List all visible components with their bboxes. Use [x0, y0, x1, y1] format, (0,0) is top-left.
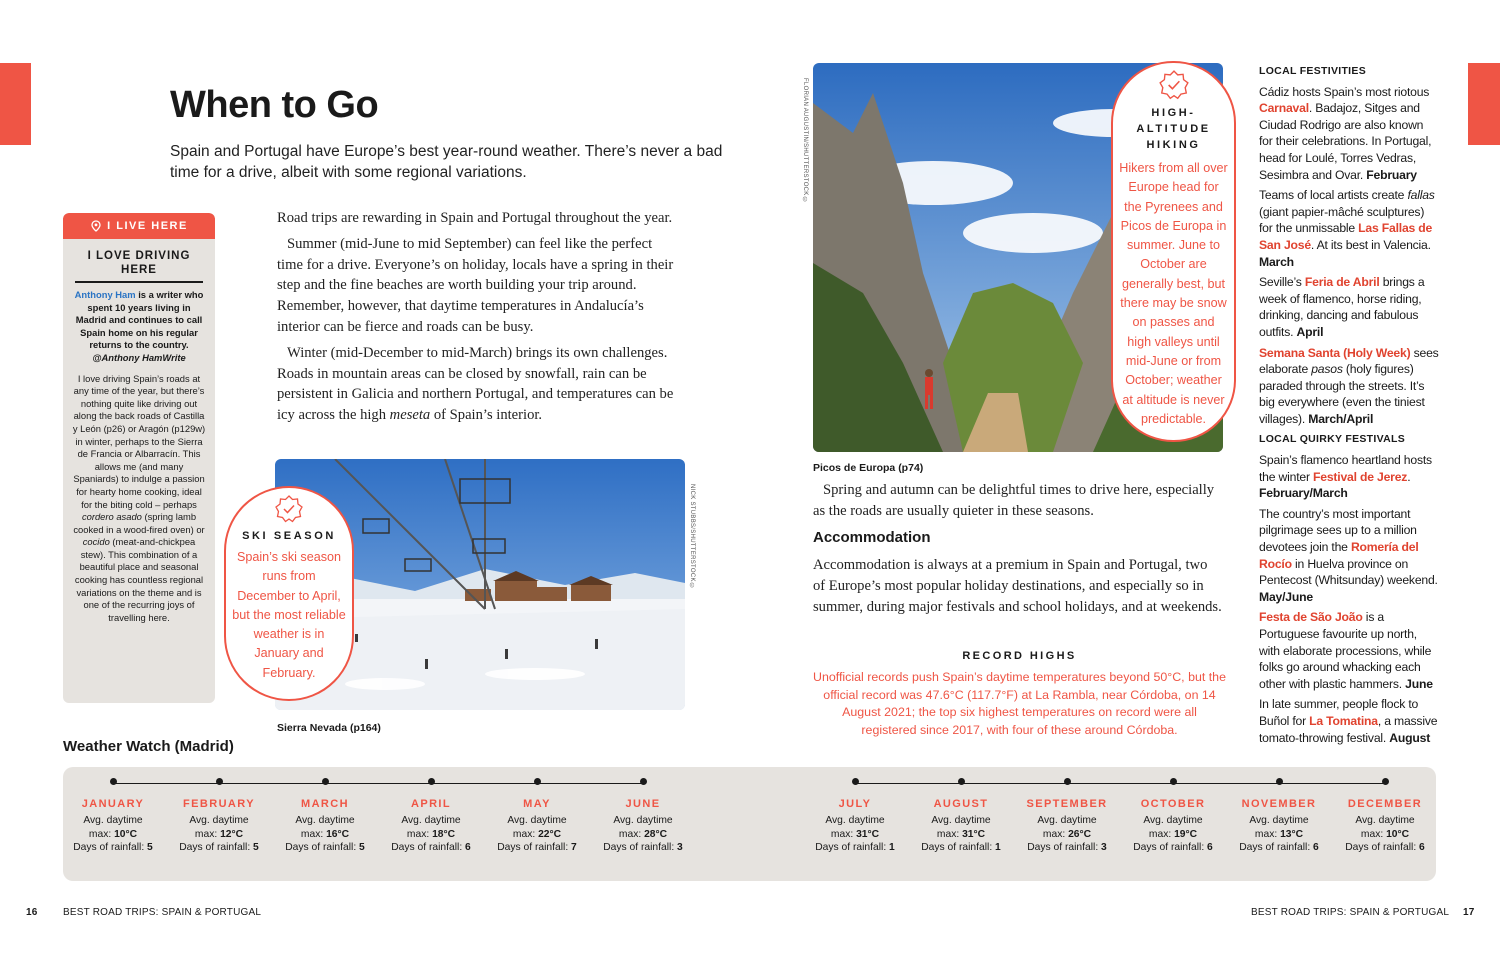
body-term: meseta [389, 407, 431, 424]
festival-name: Las Fallas de San José [1259, 221, 1433, 252]
check-badge-icon [274, 494, 304, 524]
weather-watch-panel [63, 767, 1436, 881]
timeline-dot [428, 778, 435, 785]
month-name: JUNE [625, 798, 661, 810]
i-live-here-header [63, 213, 215, 239]
month-weather-info [273, 814, 377, 855]
max-temp-label: max: [88, 828, 115, 840]
page-tab-left [0, 63, 31, 145]
max-temp-label: max: [1360, 828, 1387, 840]
max-temp-label: max: [1254, 828, 1281, 840]
rainfall-value: 6 [1419, 842, 1425, 854]
weather-month [379, 778, 483, 855]
festival-entry [1259, 609, 1439, 692]
month-weather-info [61, 814, 165, 855]
festival-text: Teams of local artists create [1259, 188, 1408, 203]
page-number-left: 16 [26, 907, 38, 918]
festival-text: . Badajoz, Sitges and Ciudad Rodrigo are also known for their celebrations. In Portugal, head for Loulé, Torres Vedras, Sesimbra and Ovar. [1259, 101, 1432, 182]
month-name: JANUARY [81, 798, 145, 810]
weather-month [61, 778, 165, 855]
max-temp-value: 19°C [1174, 828, 1198, 840]
timeline-dot [640, 778, 647, 785]
quirky-festivals-heading: LOCAL QUIRKY FESTIVALS [1259, 433, 1406, 446]
festival-text: sees elaborate [1259, 345, 1439, 377]
month-name: JULY [838, 798, 872, 810]
month-name: MAY [523, 798, 551, 810]
festival-name: Romería del Rocío [1259, 540, 1419, 571]
month-weather-info [591, 814, 695, 855]
month-name: NOVEMBER [1241, 798, 1317, 810]
body-paragraph: Summer (mid-June to mid September) can feel like the perfect time for a drive. Everyone’s on holiday, locals have a spring in their step and the fine beaches are worth building your trip around. Remember, however, that daytime temperatures in Andalucía’s interior can be fierce and roads can be busy. [277, 235, 674, 335]
timeline-dot [852, 778, 859, 785]
month-weather-info [803, 814, 907, 855]
festival-entry [1259, 452, 1439, 502]
story-term: cocido [82, 536, 110, 548]
max-temp-value: 31°C [962, 828, 986, 840]
picos-photo-credit: FLORIAN AUGUSTIN/SHUTTERSTOCK © [802, 78, 808, 204]
month-name: APRIL [411, 798, 451, 810]
story-text: (meat-and-chickpea stew). This combination of a beautiful place and seasonal cooking has countless regional variations on the theme and is one of the recurring joys of travelling here. [74, 536, 204, 623]
weather-watch-heading: Weather Watch (Madrid) [63, 738, 234, 755]
festival-entry [1259, 274, 1439, 340]
festival-text: (giant papier-mâché sculptures) for the unmissable [1259, 204, 1425, 236]
avg-daytime-label: Avg. daytime [507, 815, 567, 826]
ski-photo-caption: Sierra Nevada (p164) [277, 722, 381, 734]
avg-daytime-label: Avg. daytime [931, 815, 991, 826]
rainfall-label: Days of rainfall: [815, 842, 890, 854]
festival-text: Seville’s [1259, 275, 1305, 290]
picos-photo-caption: Picos de Europa (p74) [813, 462, 924, 474]
timeline-dot [1170, 778, 1177, 785]
page-tab-right [1468, 63, 1500, 145]
max-temp-value: 13°C [1280, 828, 1304, 840]
ski-season-callout [224, 486, 354, 701]
story-term: cordero asado [81, 511, 142, 523]
weather-month [273, 778, 377, 855]
festival-text: . At its best in Valencia. [1310, 237, 1431, 252]
body-text: of Spain’s interior. [430, 407, 543, 424]
accommodation-text: Accommodation is always at a premium in Spain and Portugal, two of Europe’s most popular holiday destinations, and especially so in summer, during major festivals and school holidays, and at weekends. [813, 557, 1222, 615]
festival-text: In late summer, people flock to Buñol for [1259, 697, 1419, 728]
weather-month [803, 778, 907, 855]
weather-month [167, 778, 271, 855]
avg-daytime-label: Avg. daytime [295, 815, 355, 826]
weather-month [1227, 778, 1331, 855]
max-temp-label: max: [300, 828, 327, 840]
author-bio [71, 289, 207, 365]
festival-month: April [1296, 324, 1324, 339]
festival-name: Festa de São João [1259, 610, 1363, 625]
month-weather-info [1227, 814, 1331, 855]
rainfall-value: 3 [1101, 842, 1107, 854]
location-pin-icon [90, 220, 102, 232]
month-weather-info [485, 814, 589, 855]
festival-name: Semana Santa (Holy Week) [1259, 345, 1411, 360]
author-name[interactable]: Anthony Ham [74, 289, 136, 300]
avg-daytime-label: Avg. daytime [1355, 815, 1415, 826]
month-name: MARCH [301, 798, 349, 810]
author-handle[interactable]: @Anthony HamWrite [92, 351, 186, 363]
festival-text: is a Portuguese favourite up north, with elaborate processions, while folks go around whacking each other with plastic hammers. [1259, 610, 1432, 691]
body-paragraph: Road trips are rewarding in Spain and Portugal throughout the year. [277, 210, 673, 226]
ski-season-title: SKI SEASON [242, 530, 336, 542]
weather-month [1015, 778, 1119, 855]
rainfall-label: Days of rainfall: [1027, 842, 1102, 854]
rainfall-label: Days of rainfall: [73, 842, 148, 854]
rainfall-value: 6 [465, 842, 471, 854]
i-live-here-title: I LOVE DRIVING HERE [75, 249, 203, 283]
spring-autumn-text: Spring and autumn can be delightful times to drive here, especially as the roads are usually quieter in these seasons. [813, 482, 1215, 519]
timeline-dot [322, 778, 329, 785]
max-temp-label: max: [618, 828, 645, 840]
hiking-text: Hikers from all over Europe head for the Pyrenees and Picos de Europa in summer. June to October are generally best, but there may be snow on passes and high valleys until mid-June or from October; weather at altitude is never predictable. [1119, 161, 1228, 426]
max-temp-value: 10°C [114, 828, 138, 840]
max-temp-value: 16°C [326, 828, 350, 840]
max-temp-value: 31°C [856, 828, 880, 840]
timeline-dot [534, 778, 541, 785]
max-temp-value: 12°C [220, 828, 244, 840]
festival-month: March/April [1308, 411, 1374, 426]
author-bio-text: is a writer who spent 10 years living in Madrid and continues to call Spain home on his regular returns to the country. [75, 289, 204, 351]
rainfall-label: Days of rainfall: [179, 842, 254, 854]
festival-text: brings a week of flamenco, horse riding, drinking, dancing and fabulous outfits. [1259, 275, 1425, 339]
rainfall-value: 3 [677, 842, 683, 854]
weather-month [1333, 778, 1437, 855]
festival-text: , a massive tomato-throwing festival. [1259, 713, 1438, 745]
avg-daytime-label: Avg. daytime [83, 815, 143, 826]
avg-daytime-label: Avg. daytime [1143, 815, 1203, 826]
timeline-dot [216, 778, 223, 785]
check-badge-icon [1158, 69, 1190, 101]
avg-daytime-label: Avg. daytime [1249, 815, 1309, 826]
max-temp-value: 26°C [1068, 828, 1092, 840]
festivals-column [1259, 63, 1439, 750]
avg-daytime-label: Avg. daytime [825, 815, 885, 826]
avg-daytime-label: Avg. daytime [1037, 815, 1097, 826]
avg-daytime-label: Avg. daytime [401, 815, 461, 826]
ski-season-text: Spain’s ski season runs from December to April, but the most reliable weather is in January and February. [232, 550, 346, 680]
festival-entry [1259, 696, 1439, 746]
max-temp-value: 18°C [432, 828, 456, 840]
rainfall-label: Days of rainfall: [1239, 842, 1314, 854]
main-body-text [277, 208, 677, 431]
festival-text: (holy figures) paraded through the streets. It’s big everywhere (even the tiniest villages). [1259, 362, 1425, 426]
max-temp-label: max: [1148, 828, 1175, 840]
rainfall-value: 7 [571, 842, 577, 854]
festival-text: Cádiz hosts Spain’s most riotous [1259, 84, 1430, 99]
month-weather-info [167, 814, 271, 855]
festival-month: June [1405, 676, 1433, 691]
max-temp-value: 22°C [538, 828, 562, 840]
i-live-here-label: I LIVE HERE [107, 220, 188, 232]
body-paragraph [277, 343, 677, 426]
story-text: I love driving Spain’s roads at any time of the year, but there’s nothing quite like driving out along the back roads of Castilla y León (p26) or Aragón (p129w) in winter, perhaps to the Sierra de Francia or Albarracín. This allows me (and many Spaniards) to indulge a passion for hearty home cooking, ideal for the biting cold – perhaps [72, 372, 206, 510]
accommodation-heading: Accommodation [813, 529, 931, 546]
month-weather-info [1121, 814, 1225, 855]
festival-text: . [1407, 469, 1411, 484]
rainfall-label: Days of rainfall: [285, 842, 360, 854]
page-number-right: 17 [1463, 907, 1475, 918]
author-story [71, 373, 207, 625]
max-temp-label: max: [512, 828, 539, 840]
festival-term: fallas [1407, 188, 1435, 203]
weather-month [485, 778, 589, 855]
festival-name: Festival de Jerez [1313, 469, 1408, 484]
max-temp-label: max: [194, 828, 221, 840]
rainfall-value: 1 [995, 842, 1001, 854]
record-highs-text: Unofficial records push Spain’s daytime temperatures beyond 50°C, but the official record was 47.6°C (117.7°F) at La Rambla, near Córdoba, on 14 August 2021; the top six highest temperatures on record were all registered since 2017, with four of these around Córdoba. [813, 670, 1226, 737]
rainfall-value: 5 [253, 842, 259, 854]
festival-entry [1259, 84, 1439, 184]
rainfall-label: Days of rainfall: [391, 842, 466, 854]
timeline-dot [958, 778, 965, 785]
max-temp-label: max: [406, 828, 433, 840]
festival-name: Carnaval [1259, 101, 1309, 116]
month-name: DECEMBER [1347, 798, 1423, 810]
local-festivities-heading: LOCAL FESTIVITIES [1259, 65, 1366, 77]
timeline-dot [1382, 778, 1389, 785]
festival-name: La Tomatina [1309, 713, 1378, 728]
rainfall-label: Days of rainfall: [497, 842, 572, 854]
month-name: FEBRUARY [183, 798, 255, 810]
festival-text: Spain’s flamenco heartland hosts the winter [1259, 453, 1432, 484]
max-temp-value: 28°C [644, 828, 668, 840]
weather-month [909, 778, 1013, 855]
weather-month [591, 778, 695, 855]
running-title-left: BEST ROAD TRIPS: SPAIN & PORTUGAL [63, 907, 262, 918]
month-weather-info [1333, 814, 1437, 855]
running-title-right: BEST ROAD TRIPS: SPAIN & PORTUGAL [1251, 907, 1450, 918]
rainfall-value: 5 [359, 842, 365, 854]
max-temp-value: 10°C [1386, 828, 1410, 840]
story-text: (spring lamb cooked in a wood-fired oven) or [73, 511, 205, 535]
festival-month: August [1389, 730, 1431, 745]
rainfall-label: Days of rainfall: [1133, 842, 1208, 854]
rainfall-value: 6 [1207, 842, 1213, 854]
record-highs-heading: RECORD HIGHS [962, 650, 1077, 662]
festival-term: pasos [1311, 362, 1343, 377]
month-name: SEPTEMBER [1026, 798, 1108, 810]
timeline-dot [1276, 778, 1283, 785]
high-altitude-hiking-callout [1111, 61, 1236, 442]
festival-entry [1259, 506, 1439, 606]
festival-text: in Huelva province on Pentecost (Whitsunday) weekend. [1259, 556, 1438, 588]
avg-daytime-label: Avg. daytime [613, 815, 673, 826]
festival-month: March [1259, 254, 1294, 269]
rainfall-label: Days of rainfall: [1345, 842, 1420, 854]
rainfall-value: 6 [1313, 842, 1319, 854]
festival-entry [1259, 187, 1439, 270]
timeline-dot [110, 778, 117, 785]
hiking-title: HIGH-ALTITUDE HIKING [1136, 107, 1211, 151]
weather-month [1121, 778, 1225, 855]
festival-text: The country’s most important pilgrimage sees up to a million devotees join the [1259, 506, 1417, 555]
rainfall-label: Days of rainfall: [603, 842, 678, 854]
month-weather-info [379, 814, 483, 855]
page-title: When to Go [170, 84, 379, 126]
month-name: OCTOBER [1140, 798, 1206, 810]
month-weather-info [909, 814, 1013, 855]
festival-name: Feria de Abril [1304, 275, 1380, 290]
max-temp-label: max: [936, 828, 963, 840]
month-name: AUGUST [933, 798, 989, 810]
body-text: Winter (mid-December to mid-March) brings its own challenges. Roads in mountain areas can be closed by snowfall, rain can be persistent in Galicia and northern Portugal, and temperatures can be icy across the high [277, 344, 674, 424]
festival-month: February [1366, 167, 1417, 182]
intro-text: Spain and Portugal have Europe’s best year-round weather. There’s never a bad time for a drive, albeit with some regional variations. [170, 143, 723, 181]
rainfall-value: 5 [147, 842, 153, 854]
timeline-dot [1064, 778, 1071, 785]
rainfall-label: Days of rainfall: [921, 842, 996, 854]
max-temp-label: max: [830, 828, 857, 840]
festival-month: May/June [1259, 589, 1313, 604]
ski-photo-credit: NICK STUBBS/SHUTTERSTOCK © [689, 484, 695, 591]
max-temp-label: max: [1042, 828, 1069, 840]
i-live-here-box [63, 213, 215, 703]
festival-entry [1259, 345, 1439, 428]
avg-daytime-label: Avg. daytime [189, 815, 249, 826]
festival-month: February/March [1259, 486, 1348, 501]
month-weather-info [1015, 814, 1119, 855]
rainfall-value: 1 [889, 842, 895, 854]
